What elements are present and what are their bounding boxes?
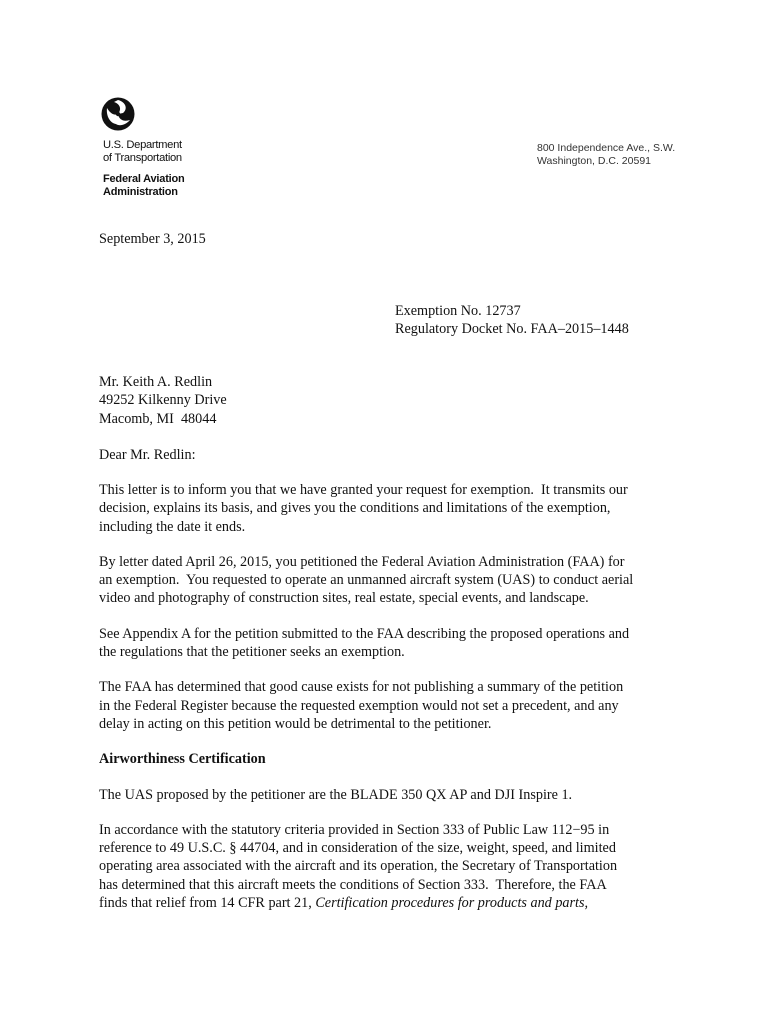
agency-name (103, 173, 185, 199)
paragraph-uas-models: The UAS proposed by the petitioner are the BLADE 350 QX AP and DJI Inspire 1. (99, 786, 573, 803)
section-heading-airworthiness: Airworthiness Certification (99, 751, 266, 768)
paragraph-good-cause: The FAA has determined that good cause exists for not publishing a summary of the petition in the Federal Register because the requested exemption would not set a precedent, and any delay in acting on this petition would be detrimental to the petitioner. (99, 679, 624, 732)
letter-date: September 3, 2015 (99, 231, 206, 247)
dept-line-1: U.S. Department (103, 139, 182, 151)
exemption-number: Exemption No. 12737 (395, 303, 521, 319)
docket-number: Regulatory Docket No. FAA–2015–1448 (395, 321, 629, 338)
agency-line-1: Federal Aviation (103, 173, 185, 185)
paragraph-petition-summary: By letter dated April 26, 2015, you petitioned the Federal Aviation Administration (FAA) for an exemption. You requested to operate an unmanned aircraft system (UAS) to conduct aerial video and photography of construction sites, real estate, special events, and landscape. (99, 553, 634, 607)
dept-line-2: of Transportation (103, 152, 182, 164)
dot-logo-icon (101, 96, 135, 132)
recipient-address (99, 373, 227, 428)
reference-block (395, 302, 629, 339)
agency-line-2: Administration (103, 186, 178, 198)
letter-body (99, 481, 679, 929)
paragraph-grant-notice: This letter is to inform you that we have granted your request for exemption. It transmits our decision, explains its basis, and gives you the conditions and limitations of the exemption, including the date it ends. (99, 482, 628, 535)
recipient-street: 49252 Kilkenny Drive (99, 392, 227, 409)
address-line-1: 800 Independence Ave., S.W. (537, 142, 676, 154)
paragraph-section-333: In accordance with the statutory criteria provided in Section 333 of Public Law 112−95 in reference to 49 U.S.C. § 44704, and in consideration of the size, weight, speed, and limited operating area associated with the aircraft and its operation, the Secretary of Transportation has determined that this aircraft meets the conditions of Section 333. Therefore, the FAA finds that relief from 14 CFR part 21, Certification procedures for products and parts, (99, 821, 679, 912)
recipient-city: Macomb, MI 48044 (99, 410, 217, 427)
department-name (103, 139, 182, 165)
salutation: Dear Mr. Redlin: (99, 447, 196, 463)
paragraph-last-line: finds that relief from 14 CFR part 21, Certification procedures for products and parts, (99, 895, 589, 912)
recipient-name: Mr. Keith A. Redlin (99, 374, 213, 390)
paragraph-appendix-reference: See Appendix A for the petition submitted to the FAA describing the proposed operations and the regulations that the petitioner seeks an exemption. (99, 625, 630, 661)
cfr-part-title: Certification procedures for products and parts, (315, 895, 589, 912)
address-line-2: Washington, D.C. 20591 (537, 154, 652, 167)
sender-address (537, 142, 675, 167)
